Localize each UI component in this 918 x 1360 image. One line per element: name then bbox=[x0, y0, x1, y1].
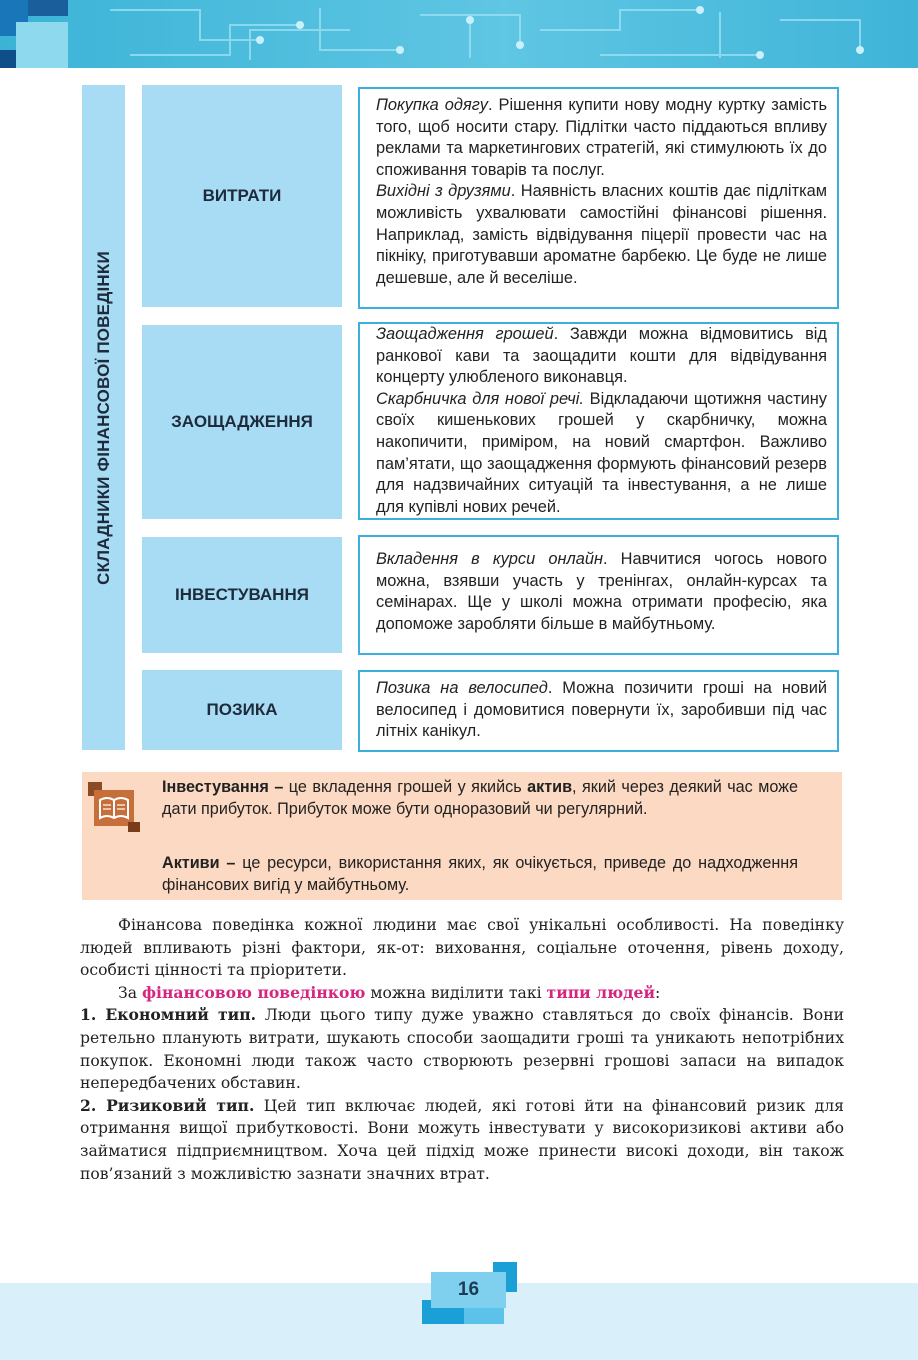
definition-text: це вкладення грошей у якийсь bbox=[283, 778, 528, 796]
category-label: ПОЗИКА bbox=[206, 700, 278, 719]
definition-term: Активи – bbox=[162, 854, 236, 872]
category-label: ВИТРАТИ bbox=[202, 186, 282, 205]
main-text bbox=[80, 914, 844, 1185]
definition-bold: актив bbox=[527, 778, 573, 796]
text-run: : bbox=[655, 983, 661, 1002]
paragraph bbox=[80, 982, 844, 1005]
page-header-band bbox=[0, 0, 918, 68]
deco-square bbox=[0, 50, 16, 68]
list-item-heading: 2. Ризиковий тип. bbox=[80, 1095, 255, 1115]
definition-text: , який через деякий час може дати прибуток. Прибуток може бути одноразовий чи регулярний. bbox=[162, 778, 798, 818]
category-label: ІНВЕСТУВАННЯ bbox=[175, 585, 309, 604]
list-item-heading: 1. Економний тип. bbox=[80, 1005, 257, 1025]
list-item bbox=[80, 1004, 844, 1094]
category-label: ЗАОЩАДЖЕННЯ bbox=[171, 412, 313, 431]
example-text: . Можна позичити гроші на новий велосипед і домовитися повернути їх, заробивши під час літніх канікул. bbox=[376, 679, 828, 741]
example-title: Заощадження грошей bbox=[376, 325, 554, 343]
definition-investing bbox=[162, 777, 798, 820]
example-text: . Наявність власних коштів дає підліткам можливість ухвалювати самостійні фінансові рішення. Наприклад, замість відвідування піцерії провести час на пікніку, приготувавши ароматне барбекю. Це буде не лише дешевше, але й веселіше. bbox=[376, 182, 827, 287]
paragraph: Фінансова поведінка кожної людини має свої унікальні особливості. На поведінку людей впливають різні фактори, як-от: виховання, соціальне оточення, рівень доходу, особисті цінності та пріоритети. bbox=[80, 916, 844, 980]
page-number-text: 16 bbox=[457, 1279, 480, 1300]
vertical-label-text: СКЛАДНИКИ ФІНАНСОВОЇ ПОВЕДІНКИ bbox=[93, 250, 113, 585]
highlight-term: типи людей bbox=[546, 982, 656, 1002]
definitions-box bbox=[82, 772, 842, 900]
category-loan bbox=[142, 670, 342, 750]
highlight-term: фінансовою поведінкою bbox=[141, 982, 366, 1002]
deco-square bbox=[28, 0, 68, 16]
example-box-expenses bbox=[358, 87, 839, 309]
definition-term: Інвестування – bbox=[162, 778, 284, 796]
example-text: . Навчитися чогось нового можна, взявши участь у тренінгах, онлайн-курсах та семінарах. Ще у школі можна отримати професію, яка допоможе заробляти більше в майбутньому. bbox=[376, 550, 827, 633]
text-run: За bbox=[118, 983, 142, 1002]
example-title: Вкладення в курси онлайн bbox=[376, 550, 603, 568]
example-box-investing bbox=[358, 535, 839, 655]
list-item-text: Цей тип включає людей, які готові йти на фінансовий ризик для отримання вищої прибутковості. Вони можуть інвестувати у високоризикові активи або займатися підприємництвом. Хоча цей підхід може принести високі доходи, він також пов’язаний з можливістю зазнати значних втрат. bbox=[80, 1096, 844, 1183]
vertical-section-label bbox=[82, 85, 125, 750]
category-savings bbox=[142, 325, 342, 519]
example-title: Позика на велосипед bbox=[376, 679, 548, 697]
text-run: можна виділити такі bbox=[365, 983, 547, 1002]
example-text: . Завжди можна відмовитись від ранкової кави та заощадити кошти для відвідування концерту улюбленого виконавця. bbox=[376, 325, 827, 387]
example-title: Покупка одягу bbox=[376, 96, 488, 114]
category-investing bbox=[142, 537, 342, 653]
deco-square bbox=[16, 22, 68, 68]
definition-assets bbox=[162, 853, 798, 896]
example-box-savings bbox=[358, 322, 839, 520]
list-item-text: Люди цього типу дуже уважно ставляться до своїх фінансів. Вони ретельно планують витрати, шукають способи заощадити гроші та уникають непотрібних покупок. Економні люди також часто створюють резервні грошові запаси на випадок непередбачених обставин. bbox=[80, 1006, 844, 1093]
page-number bbox=[431, 1272, 506, 1308]
circuit-pattern bbox=[0, 0, 918, 68]
category-expenses bbox=[142, 85, 342, 307]
example-box-loan bbox=[358, 670, 839, 752]
book-icon bbox=[88, 782, 140, 832]
example-text: Відкладаючи щотижня частину своїх кишенькових грошей у скарбничку, можна накопичити, приміром, на новий смартфон. Важливо пам’ятати, що заощадження формують фінансовий резерв для надзвичайних ситуацій та інвестування, а не лише для купівлі нових речей. bbox=[376, 389, 827, 516]
example-title: Скарбничка для нової речі. bbox=[376, 389, 584, 408]
example-text: . Рішення купити нову модну куртку замість того, щоб носити стару. Підлітки часто піддаються впливу реклами та маркетингових стратегій, які стимулюють їх до споживання товарів та послуг. bbox=[376, 96, 827, 179]
definition-text: це ресурси, використання яких, як очікується, приведе до надходження фінансових вигід у майбутньому. bbox=[162, 854, 798, 894]
example-title: Вихідні з друзями bbox=[376, 182, 511, 201]
list-item bbox=[80, 1095, 844, 1185]
deco-square bbox=[464, 1308, 504, 1324]
